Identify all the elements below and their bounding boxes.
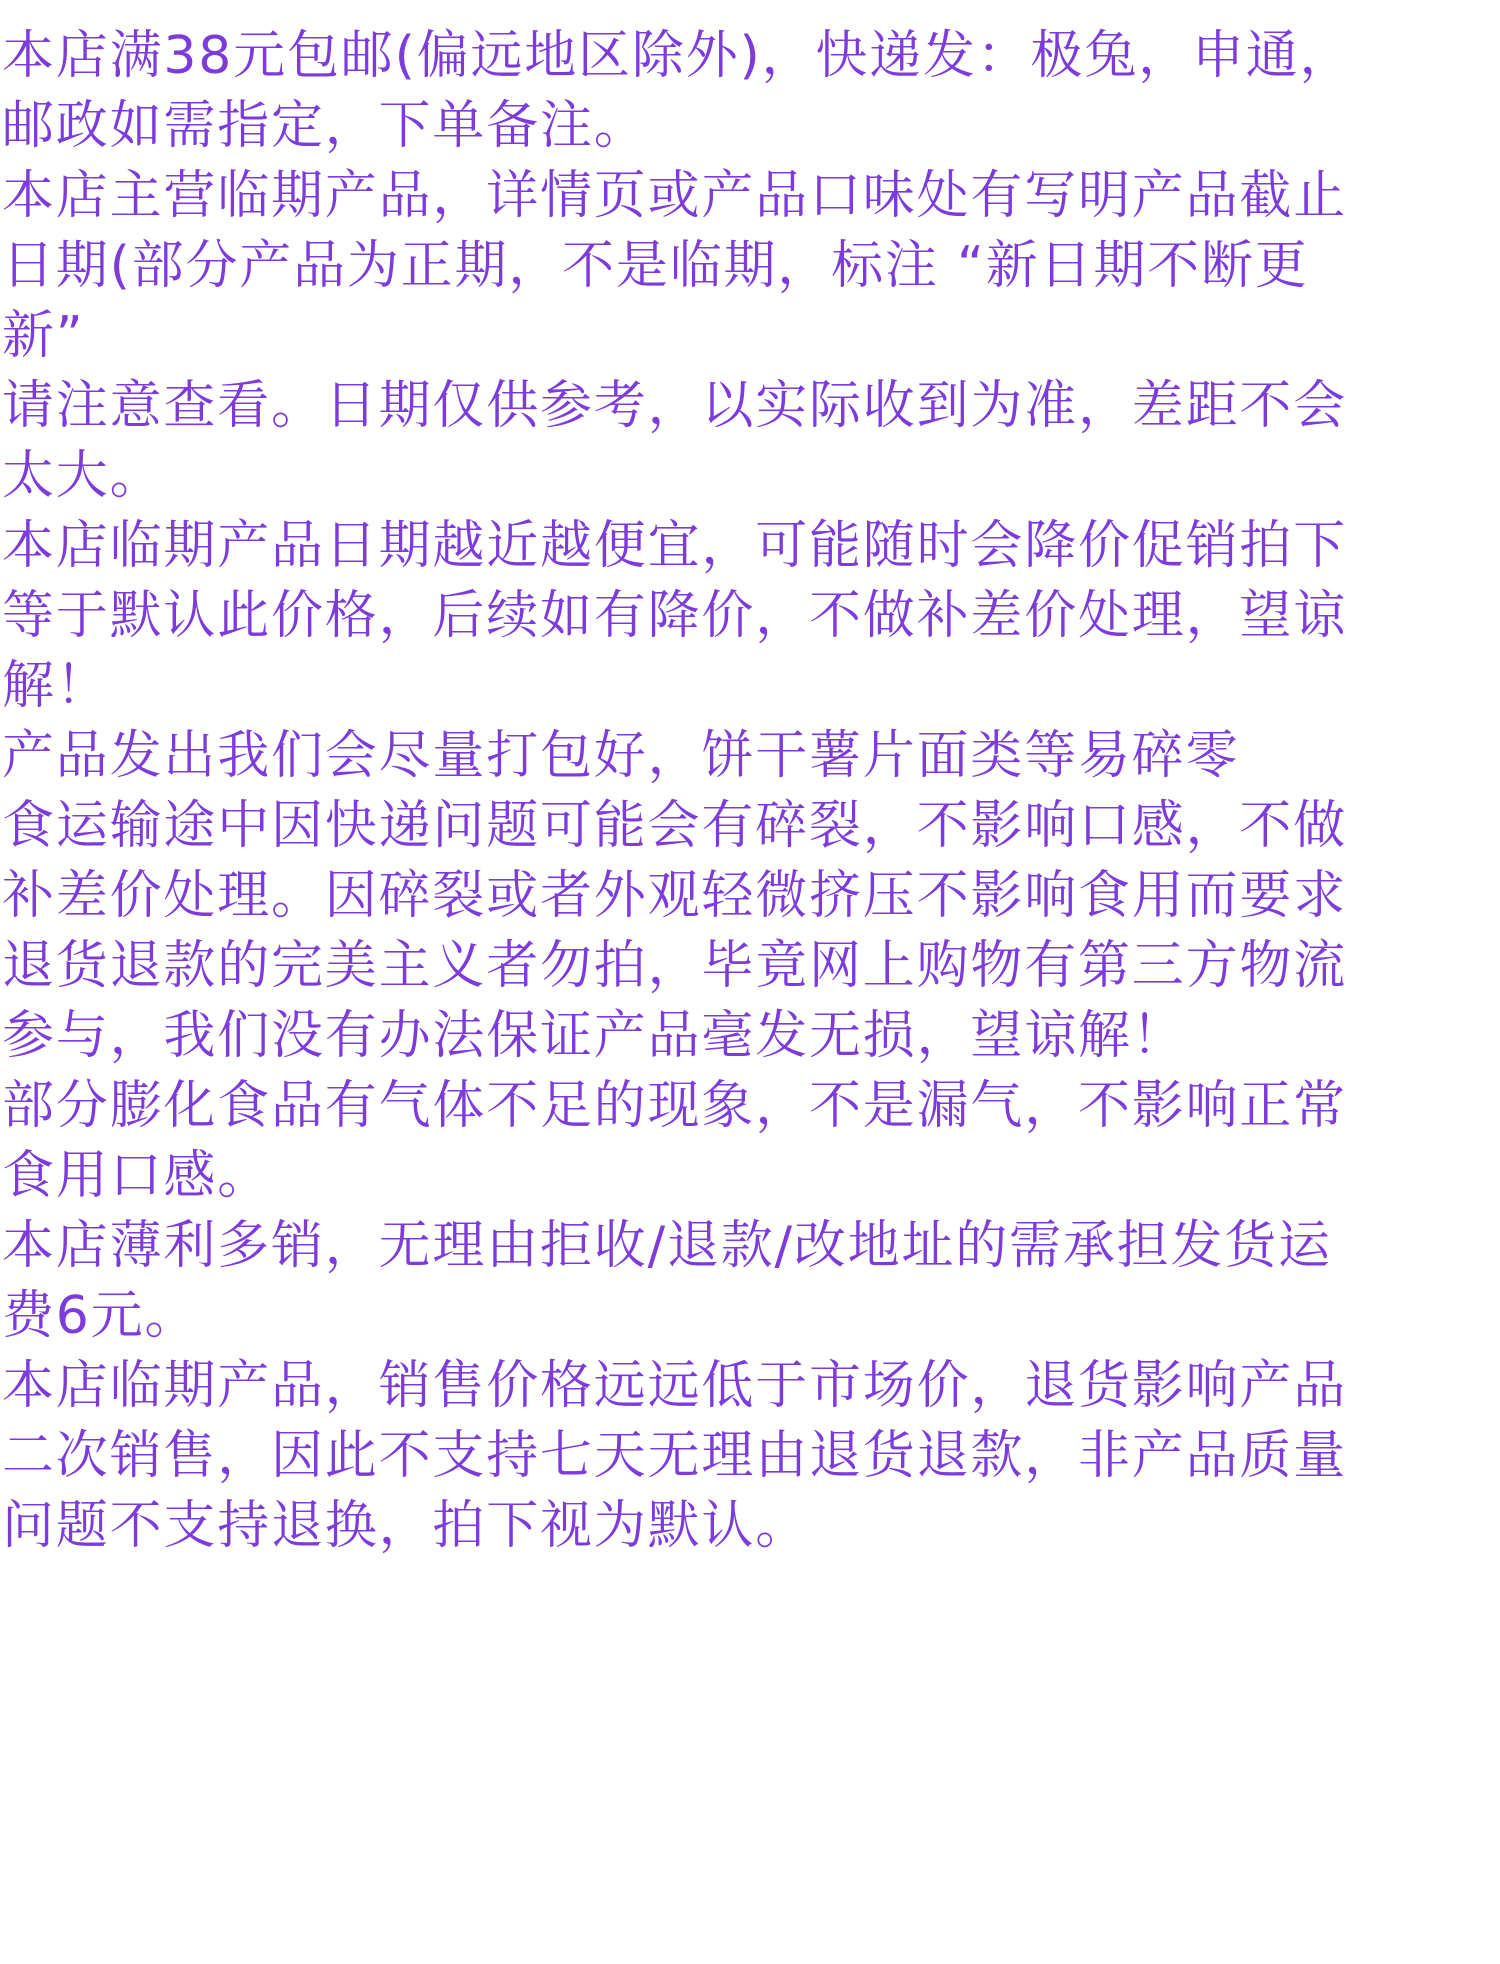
notice-line: 邮政如需指定，下单备注。 [2, 96, 648, 156]
notice-line: 本店临期产品日期越近越便宜，可能随时会降价促销拍下 [2, 516, 1348, 576]
notice-line: 本店薄利多销，无理由拒收/退款/改地址的需承担发货运 [2, 1216, 1332, 1276]
notice-line: 本店满38元包邮(偏远地区除外)，快递发：极兔，申通， [2, 26, 1354, 86]
notice-line: 参与，我们没有办法保证产品毫发无损，望谅解！ [2, 1006, 1186, 1066]
notice-line: 本店临期产品，销售价格远远低于市场价，退货影响产品 [2, 1356, 1348, 1416]
notice-line: 日期(部分产品为正期，不是临期，标注 “新日期不断更 [2, 236, 1309, 296]
notice-line: 部分膨化食品有气体不足的现象，不是漏气，不影响正常 [2, 1076, 1348, 1136]
notice-line: 解！ [2, 656, 110, 716]
notice-line: 太大。 [2, 446, 164, 506]
notice-line: 费6元。 [2, 1286, 199, 1346]
notice-line: 请注意查看。日期仅供参考，以实际收到为准，差距不会 [2, 376, 1348, 436]
notice-line: 新” [2, 306, 85, 366]
notice-line: 等于默认此价格，后续如有降价，不做补差价处理，望谅 [2, 586, 1348, 646]
notice-line: 补差价处理。因碎裂或者外观轻微挤压不影响食用而要求 [2, 866, 1348, 926]
notice-line: 二次销售，因此不支持七天无理由退货退歀，非产品质量 [2, 1426, 1348, 1486]
notice-line: 食用口感。 [2, 1146, 272, 1206]
notice-line: 退货退款的完美主义者勿拍，毕竟网上购物有第三方物流 [2, 936, 1348, 996]
notice-line: 产品发出我们会尽量打包好，饼干薯片面类等易碎零 [2, 726, 1240, 786]
notice-line: 食运输途中因快递问题可能会有碎裂，不影响口感，不做 [2, 796, 1348, 856]
notice-line: 本店主营临期产品，详情页或产品口味处有写明产品截止 [2, 166, 1348, 226]
notice-line: 问题不支持退换，拍下视为默认。 [2, 1496, 810, 1556]
